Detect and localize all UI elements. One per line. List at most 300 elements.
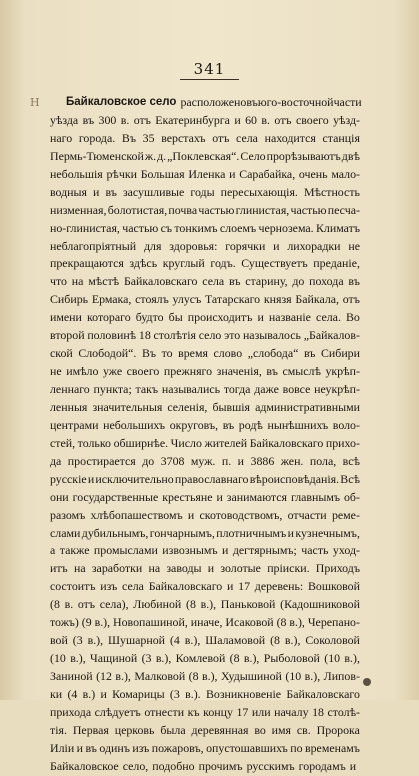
- word: и: [237, 453, 245, 468]
- word: началу: [274, 704, 309, 719]
- word: Комлевой: [175, 651, 226, 666]
- word: села: [202, 274, 225, 289]
- word: неблагопріятный: [50, 238, 137, 253]
- word: крестьяне: [162, 489, 213, 504]
- word: или: [251, 704, 271, 719]
- margin-mark: Н: [30, 96, 40, 109]
- word: вой: [50, 633, 68, 648]
- word: городамъ: [298, 758, 346, 773]
- page-number-text: 341: [180, 60, 240, 80]
- text-line: [50, 327, 360, 345]
- word: Байкала,: [295, 292, 340, 307]
- word: Липов-: [323, 669, 360, 683]
- word: такъ: [135, 382, 159, 396]
- word: и: [100, 686, 107, 701]
- word: Большая: [140, 166, 185, 181]
- word: ки: [50, 686, 63, 701]
- word: ской: [50, 346, 73, 361]
- word: верстахъ: [161, 130, 206, 145]
- word: а: [50, 543, 56, 558]
- word: что: [50, 274, 67, 289]
- word: столѣ-: [327, 704, 360, 719]
- word: столѣтія: [153, 328, 196, 343]
- word: засушливые: [122, 184, 185, 199]
- word: князя: [263, 292, 292, 307]
- word: занимаются: [226, 489, 288, 504]
- word: (8: [229, 651, 240, 666]
- word: промыслами: [93, 543, 158, 558]
- word: была: [160, 722, 186, 737]
- word: (4: [169, 633, 180, 648]
- word: 35: [142, 130, 155, 145]
- word: котораго: [86, 310, 131, 325]
- word: въ: [82, 112, 95, 127]
- word: в.),: [155, 651, 172, 666]
- word: называлось: [242, 328, 301, 343]
- word: подобно: [152, 758, 195, 773]
- word: часть: [301, 543, 329, 558]
- word: Соколовой: [305, 633, 360, 648]
- word: смыслѣ: [282, 364, 321, 379]
- word: двѣ: [341, 148, 360, 163]
- word: и: [93, 184, 100, 199]
- word: и: [273, 238, 280, 253]
- word: пересыхающія.: [220, 184, 298, 199]
- word: значенія,: [216, 364, 262, 379]
- word: (4: [67, 686, 78, 701]
- word: села.: [316, 310, 341, 325]
- word: въ: [229, 274, 241, 289]
- word: тонкимъ: [174, 220, 218, 235]
- word: „Байкалов-: [303, 328, 360, 343]
- word: Иліи: [50, 740, 75, 755]
- word: отъ: [77, 597, 96, 612]
- text-line: [50, 453, 360, 471]
- text-line: [50, 740, 360, 758]
- word: и: [76, 740, 84, 755]
- word: разомъ: [50, 507, 86, 522]
- word: отъ: [133, 112, 151, 127]
- word: прекращаются: [50, 256, 124, 271]
- word: Байкаловское: [50, 758, 119, 773]
- word: русскіе: [50, 471, 87, 486]
- word: села: [122, 579, 144, 594]
- word: въ: [266, 364, 278, 379]
- word: об-: [343, 489, 360, 504]
- word: Село: [240, 148, 266, 163]
- word: расположено: [180, 95, 247, 109]
- word: Въ: [141, 346, 157, 361]
- word: тія.: [50, 722, 67, 737]
- word: извознымъ: [162, 543, 218, 558]
- text-line: [50, 722, 360, 740]
- word: Сибири: [320, 346, 360, 361]
- text-line: [50, 542, 360, 560]
- word: назывались: [161, 382, 221, 396]
- word: и: [227, 579, 234, 594]
- word: Пророка: [316, 722, 360, 737]
- word: село: [198, 328, 222, 343]
- word: прочимъ: [198, 758, 243, 773]
- word: половинѣ: [87, 328, 137, 343]
- word: имени: [50, 310, 82, 325]
- word: в.),: [115, 669, 131, 683]
- text-line: [50, 489, 360, 507]
- word: Сибирь: [50, 292, 89, 307]
- text-line: [50, 417, 360, 435]
- word: 60: [245, 112, 257, 127]
- word: всѣ: [342, 453, 360, 468]
- word: ж.: [144, 148, 157, 163]
- word: село,: [122, 758, 149, 773]
- word: Ермака,: [91, 292, 132, 307]
- word: (Кадошниковой: [280, 597, 360, 612]
- word: (10: [285, 669, 302, 683]
- word: изъ: [100, 579, 118, 594]
- word: Паньковой: [220, 597, 276, 612]
- text-line: [50, 363, 360, 381]
- word: жителей: [204, 435, 248, 450]
- word: они: [50, 489, 69, 504]
- text-line: [50, 345, 360, 363]
- word: преданіе,: [313, 256, 360, 271]
- text-line: [50, 238, 360, 256]
- word: будто: [135, 310, 164, 325]
- word: в.: [120, 112, 130, 127]
- word: вѣроисповѣданія.: [249, 471, 340, 486]
- word: частью: [290, 202, 327, 217]
- word: для: [143, 238, 162, 253]
- word: в.: [261, 112, 270, 127]
- word: в.),: [243, 651, 260, 666]
- word: и: [216, 489, 223, 504]
- word: воло-: [332, 417, 360, 432]
- word: прорѣзываютъ: [266, 148, 341, 163]
- word: годы: [190, 184, 215, 199]
- word: изъ: [132, 740, 150, 755]
- ink-blot: [363, 678, 371, 686]
- word: и: [229, 166, 236, 181]
- word: Малковой: [134, 669, 186, 683]
- word: станція: [322, 130, 360, 145]
- word: дубильнымъ,: [81, 525, 149, 540]
- text-line: [50, 130, 360, 148]
- text-line: [50, 309, 360, 327]
- word: Шушарной: [108, 633, 166, 648]
- word: низменная,: [50, 202, 107, 217]
- word: своего: [295, 112, 329, 127]
- word: русскимъ: [246, 758, 295, 773]
- word: юго-восточной: [257, 95, 334, 109]
- word: (3: [141, 651, 152, 666]
- word: слами: [50, 525, 81, 540]
- word: отъ: [342, 292, 360, 307]
- word: (3: [169, 686, 180, 701]
- word: Комарицы: [112, 686, 165, 701]
- word: Климатъ: [315, 220, 360, 235]
- word: на: [71, 274, 84, 289]
- word: вовсе: [282, 382, 311, 396]
- word: церковь: [114, 722, 155, 737]
- word: нынѣшнихъ: [267, 417, 329, 432]
- word: центрами: [50, 417, 99, 432]
- word: Байкаловскаго: [286, 686, 360, 701]
- word: 300: [98, 112, 117, 127]
- word: гончарнымъ,: [149, 525, 215, 540]
- word: до: [292, 274, 305, 289]
- word: п.: [221, 453, 232, 468]
- text-line: [50, 686, 360, 704]
- word: не: [50, 364, 62, 379]
- word: (10: [50, 651, 66, 666]
- text-line: [50, 273, 360, 291]
- word: жен.: [280, 453, 304, 468]
- word: рѣчки: [106, 166, 138, 181]
- word: на: [148, 561, 161, 576]
- word: реме-: [331, 507, 360, 522]
- word: в.),: [200, 597, 217, 612]
- text-line: [50, 291, 360, 309]
- word: скотоводствомъ,: [199, 507, 283, 522]
- word: д.: [157, 148, 167, 163]
- word: (8: [50, 597, 60, 612]
- word: 3708: [160, 453, 185, 468]
- word: в.),: [70, 651, 86, 666]
- word: Шаламовой: [205, 633, 266, 648]
- word: иначе,: [190, 615, 223, 630]
- word: села: [236, 130, 258, 145]
- word: по: [290, 740, 303, 755]
- word: 3886: [250, 453, 275, 468]
- word: в.),: [94, 615, 111, 630]
- word: Возникновеніе: [205, 686, 282, 701]
- text-line: [50, 668, 360, 686]
- word: (8: [270, 633, 280, 648]
- word: даже: [254, 382, 279, 396]
- word: в.),: [289, 615, 305, 630]
- word: Екатеринбурга: [155, 112, 230, 127]
- word: родѣ: [238, 417, 263, 432]
- word: отчасти: [287, 507, 327, 522]
- word: „Поклевская“.: [167, 148, 240, 163]
- word: въ: [348, 274, 360, 289]
- word: слоемъ: [219, 220, 257, 235]
- word: (3: [72, 633, 83, 648]
- text-line: [50, 184, 360, 202]
- text-line: [50, 112, 360, 130]
- word: уѣзд-: [333, 112, 360, 127]
- word: ленныя: [50, 399, 88, 414]
- text-line: [50, 614, 360, 632]
- word: Заниной: [50, 669, 93, 683]
- word: годъ.: [210, 256, 236, 271]
- word: время: [178, 346, 208, 361]
- word: (8: [188, 669, 199, 683]
- word: обширнѣе.: [113, 435, 169, 450]
- word: административными: [255, 399, 360, 414]
- word: на: [73, 561, 86, 576]
- word: (8: [185, 597, 196, 612]
- word: Байкаловскаго: [123, 274, 198, 289]
- word: состоитъ: [50, 579, 96, 594]
- word: слово: [213, 346, 243, 361]
- word: въ: [85, 740, 97, 755]
- word: очень: [298, 166, 328, 181]
- word: деревень:: [254, 579, 304, 594]
- text-line: [50, 471, 360, 489]
- word: укрѣп-: [325, 364, 360, 379]
- word: въ: [303, 346, 316, 361]
- word: селенія,: [167, 399, 208, 414]
- word: стей,: [50, 435, 76, 450]
- word: отнести: [144, 704, 185, 719]
- word: то: [161, 346, 173, 361]
- word: прихо-: [325, 435, 360, 450]
- word: не: [348, 238, 360, 253]
- word: (8: [276, 615, 287, 630]
- text-line: [50, 578, 360, 596]
- word: и: [234, 112, 241, 127]
- word: уход-: [332, 543, 360, 558]
- text-line: [50, 202, 360, 220]
- word: во: [254, 722, 266, 737]
- word: Татарскаго: [204, 292, 261, 307]
- word: только: [77, 435, 111, 450]
- word: концу: [203, 704, 233, 719]
- word: къ: [187, 704, 200, 719]
- word: Въ: [121, 130, 136, 145]
- word: в.),: [284, 633, 301, 648]
- word: Вошковой: [307, 579, 360, 594]
- word: итъ: [50, 561, 68, 576]
- section-heading: Байкаловское село: [66, 96, 177, 108]
- word: Мѣстность: [303, 184, 360, 199]
- word: мѣстѣ: [88, 274, 120, 289]
- word: государственные: [72, 489, 159, 504]
- word: горячки: [225, 238, 266, 253]
- word: (9: [81, 615, 92, 630]
- word: Всѣ: [340, 471, 360, 486]
- word: простирается: [67, 453, 136, 468]
- word: Черепано-: [307, 615, 360, 630]
- word: Новопашиной,: [113, 615, 188, 630]
- word: Пермь-Тюменской: [50, 148, 144, 163]
- word: Существуетъ: [241, 256, 308, 271]
- word: тожъ): [50, 615, 79, 630]
- word: круглый: [162, 256, 205, 271]
- word: в.),: [304, 669, 321, 683]
- word: слѣдуетъ: [94, 704, 141, 719]
- word: (10: [324, 651, 341, 666]
- word: наго: [50, 130, 73, 145]
- word: хлѣбопашествомъ: [90, 507, 183, 522]
- word: деревянная: [191, 722, 249, 737]
- word: Чащиной: [90, 651, 138, 666]
- page-number: [0, 60, 419, 80]
- word: также: [59, 543, 90, 558]
- word: 17: [238, 579, 251, 594]
- word: Иленка: [188, 166, 226, 181]
- text-line: [50, 148, 360, 166]
- word: в.: [64, 597, 74, 612]
- word: да: [50, 453, 62, 468]
- word: и: [87, 471, 95, 486]
- text-line: [50, 560, 360, 578]
- word: в.): [82, 686, 96, 701]
- word: в.),: [87, 633, 104, 648]
- word: в.).: [185, 686, 201, 701]
- word: глинистая,: [235, 202, 290, 217]
- word: небольшія: [50, 166, 103, 181]
- word: почва: [168, 202, 198, 217]
- word: временамъ: [304, 740, 360, 755]
- word: и: [287, 525, 294, 540]
- word: пункта;: [93, 382, 132, 396]
- word: Число: [170, 435, 202, 450]
- word: частью: [198, 202, 235, 217]
- word: стоялъ: [135, 292, 169, 307]
- word: в.),: [344, 651, 360, 666]
- word: (12: [96, 669, 112, 683]
- word: уже: [102, 364, 123, 379]
- text-line: [50, 220, 360, 238]
- word: мало-: [331, 166, 360, 181]
- word: бывшія: [212, 399, 251, 414]
- text-line: [50, 166, 360, 184]
- word: песча-: [327, 202, 360, 217]
- word: исключительно: [95, 471, 174, 486]
- word: „слобода“: [247, 346, 299, 361]
- word: тогда: [223, 382, 251, 396]
- word: водныя: [50, 184, 88, 199]
- word: села),: [99, 597, 129, 612]
- word: в.),: [201, 669, 218, 683]
- word: леннаго: [50, 382, 90, 396]
- text-line: [50, 758, 360, 776]
- word: Исаковой: [225, 615, 274, 630]
- text-line: [50, 596, 360, 614]
- word: золотые: [220, 561, 261, 576]
- word: бы: [168, 310, 183, 325]
- word: православнаго: [174, 471, 249, 486]
- word: пріиски.: [267, 561, 310, 576]
- text-line: [50, 435, 360, 453]
- word: частью: [122, 220, 159, 235]
- word: пола,: [309, 453, 337, 468]
- word: но-глинистая,: [50, 220, 120, 235]
- word: названіе: [268, 310, 311, 325]
- word: одинъ: [99, 740, 130, 755]
- word: съ: [160, 220, 173, 235]
- word: Во: [346, 310, 360, 325]
- word: Байкаловскаго: [148, 579, 223, 594]
- word: происходитъ: [187, 310, 253, 325]
- word: имѣло: [66, 364, 99, 379]
- word: болотистая,: [107, 202, 168, 217]
- word: въ: [222, 417, 235, 432]
- word: это: [224, 328, 241, 343]
- word: и: [207, 561, 215, 576]
- word: 18: [312, 704, 324, 719]
- word: здѣсь: [129, 256, 158, 271]
- text-line: [50, 399, 360, 417]
- word: значительныя: [92, 399, 163, 414]
- word: прежняго: [163, 364, 213, 379]
- word: похода: [309, 274, 344, 289]
- text-line: [50, 704, 360, 722]
- word: части: [333, 95, 362, 109]
- word: плотничнымъ: [216, 525, 287, 540]
